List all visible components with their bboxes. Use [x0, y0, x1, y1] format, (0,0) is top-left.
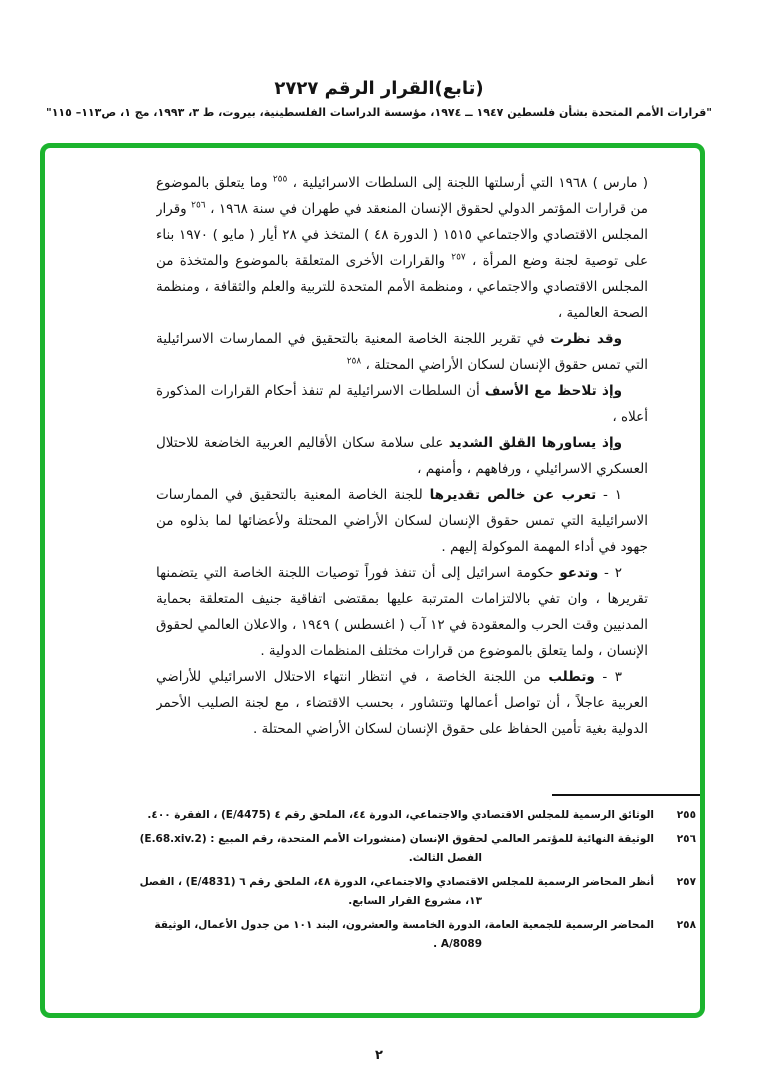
- text-segment: وقد نظرت: [550, 331, 622, 347]
- footnote-line: الفصل الثالث.: [408, 852, 482, 864]
- text-segment: على سلامة سكان الأقاليم العربية الخاضعة للاحتلال العسكري الاسرائيلي ، ورفاههم ، وأمنهم ،: [156, 435, 648, 477]
- text-segment: ( مارس ) ١٩٦٨ التي أرسلتها اللجنة إلى السلطات الاسرائيلية ،: [287, 175, 648, 191]
- paragraph: [156, 326, 648, 378]
- document-frame: [40, 143, 705, 1018]
- footnote-item: [101, 806, 696, 826]
- text-segment: وتطلب: [548, 669, 595, 685]
- footnote-item: [101, 916, 696, 955]
- resolution-title: (تابع)القرار الرقم ٢٧٢٧: [274, 78, 484, 99]
- document-header: [0, 78, 758, 119]
- footnote-number: ٢٥٧: [676, 875, 696, 888]
- text-segment: ٢ -: [598, 565, 622, 581]
- footnote-text: [101, 873, 654, 912]
- footnote-line: الوثائق الرسمية للمجلس الاقتصادي والاجتماعي، الدورة ٤٤، الملحق رقم ٤ (E/4475) ، الفقرة ٤٠٠.: [147, 809, 654, 821]
- footnote-item: [101, 873, 696, 912]
- footnote-line: الوثيقة النهائية للمؤتمر العالمي لحقوق الإنسان (منشورات الأمم المتحدة، رقم المبيع : (E.68.xiv.2): [139, 832, 654, 845]
- text-segment: وقرار المجلس الاقتصادي والاجتماعي ١٥١٥ ( الدورة ٤٨ ) المتخذ في ٢٨ أيار ( مايو ) ١٩٧٠ بناء على توصية لجنة وضع المرأة ،: [156, 201, 648, 269]
- footnote-number: ٢٥٥: [676, 809, 696, 821]
- paragraph: [156, 560, 648, 664]
- source-citation: "قرارات الأمم المتحدة بشأن فلسطين ١٩٤٧ ــ ١٩٧٤، مؤسسة الدراسات الفلسطينية، بيروت، ط ٣، ١٩٩٣، مج ١، ص١١٣– ١١٥": [45, 106, 713, 119]
- footnote-separator: [552, 794, 700, 796]
- footnote-number: ٢٥٨: [676, 918, 696, 931]
- text-segment: تعرب عن خالص تقديرها: [429, 487, 597, 503]
- text-segment: من اللجنة الخاصة ، في انتظار انتهاء الاحتلال الاسرائيلي للأراضي العربية عاجلاً ، أن تواصل أعمالها وتتشاور ، بحسب الاقتضاء ، مع لجنة الصليب الأحمر الدولية بغية تأمين الحفاظ على حقوق الإنسان لسكان الأراضي المحتلة .: [156, 669, 648, 737]
- footnote-item: [101, 830, 696, 869]
- text-segment: في تقرير اللجنة الخاصة المعنية بالتحقيق في الممارسات الاسرائيلية التي تمس حقوق الإنسان لسكان الأراضي المحتلة ،: [156, 331, 648, 373]
- page-number: ٢: [375, 1048, 383, 1063]
- footnote-ref: ٢٥٨: [346, 356, 362, 367]
- footnote-ref: ٢٥٦: [191, 200, 206, 211]
- footnotes-section: [101, 806, 696, 959]
- footnote-line: المحاضر الرسمية للجمعية العامة، الدورة الخامسة والعشرون، البند ١٠١ من جدول الأعمال، الوثيقة: [154, 918, 654, 931]
- text-segment: وإذ يساورها القلق الشديد: [448, 435, 622, 451]
- footnote-text: [101, 830, 654, 869]
- footnote-line: ١٣، مشروع القرار السابع.: [348, 895, 482, 907]
- paragraph: [156, 664, 648, 742]
- paragraph: [156, 430, 648, 482]
- paragraph: [156, 170, 648, 326]
- footnote-number: ٢٥٦: [676, 832, 696, 845]
- text-segment: وتدعو: [559, 565, 599, 581]
- footnote-text: [101, 916, 654, 955]
- footnote-ref: ٢٥٥: [272, 174, 288, 185]
- text-segment: وما يتعلق بالموضوع من قرارات المؤتمر الدولي لحقوق الإنسان المنعقد في طهران في سنة ١٩٦٨ ،: [156, 175, 648, 217]
- text-segment: أن السلطات الاسرائيلية لم تنفذ أحكام القرارات المذكورة أعلاه ،: [156, 383, 648, 425]
- footnote-line: A/8089 .: [433, 938, 482, 950]
- text-segment: حكومة اسرائيل إلى أن تنفذ فوراً توصيات اللجنة الخاصة التي يتضمنها تقريرها ، وان تفي بالالتزامات المترتبة عليها بمقتضى اتفاقية جنيف المتعلقة بحماية المدنيين وقت الحرب والمعقودة في ١٢ آب ( اغسطس ) ١٩٤٩ ، والاعلان العالمي لحقوق الإنسان ، ولما يتعلق بالموضوع من قرارات مختلف المنظمات الدولية .: [156, 565, 648, 659]
- footnote-text: [101, 806, 654, 826]
- body-paragraphs: [156, 170, 648, 782]
- text-segment: وإذ تلاحظ مع الأسف: [484, 383, 623, 399]
- paragraph: [156, 378, 648, 430]
- footnote-ref: ٢٥٧: [451, 252, 466, 263]
- text-segment: ١ -: [596, 487, 622, 503]
- paragraph: [156, 482, 648, 560]
- text-segment: والقرارات الأخرى المتعلقة بالموضوع والمتخذة من المجلس الاقتصادي والاجتماعي ، ومنظمة الأمم المتحدة للتربية والعلم والثقافة ، ومنظمة الصحة العالمية ،: [156, 253, 648, 321]
- footnote-line: أنظر المحاضر الرسمية للمجلس الاقتصادي والاجتماعي، الدورة ٤٨، الملحق رقم ٦ (E/4831) ، الفصل: [139, 875, 654, 888]
- text-segment: للجنة الخاصة المعنية بالتحقيق في الممارسات الاسرائيلية التي تمس حقوق الإنسان لسكان الأراضي المحتلة ولأعضائها لما بذلوه من جهود في أداء المهمة الموكولة إليهم .: [156, 487, 648, 555]
- text-segment: ٣ -: [594, 669, 622, 685]
